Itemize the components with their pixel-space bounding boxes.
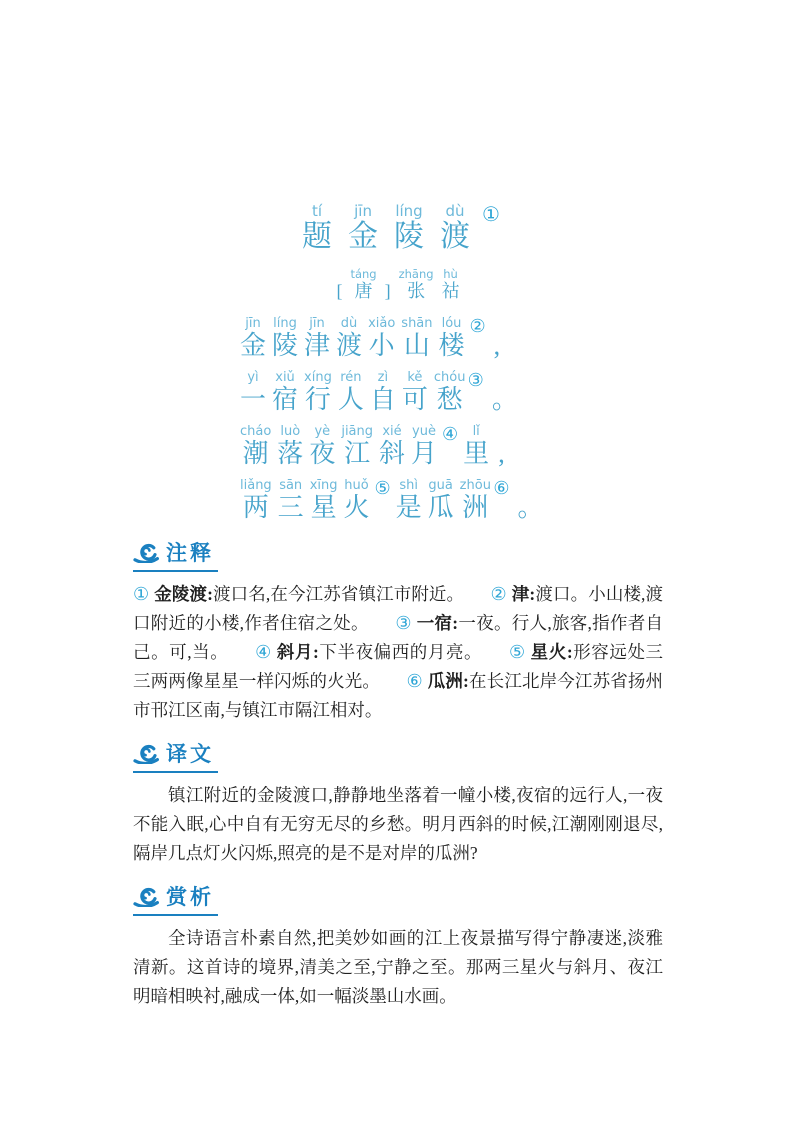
note-term: 斜月: (276, 642, 319, 662)
note-ref-mark: ② (469, 316, 486, 338)
poem-char: [ (336, 281, 343, 301)
note-ref-mark: ⑥ (493, 478, 510, 500)
pinyin-label: yuè (411, 424, 438, 439)
pinyin-label: jīn (304, 316, 331, 331)
notes-heading-label: 注释 (166, 542, 214, 565)
pinyin-label: lǐ (463, 424, 490, 439)
pinyin-label: sān (277, 478, 304, 493)
pinyin-label: liǎng (240, 478, 272, 493)
poem-char: 斜xié (379, 424, 406, 468)
poem-char: 江jiāng (341, 424, 374, 468)
pinyin-label: dù (440, 202, 471, 220)
note-term: 瓜洲: (427, 671, 469, 691)
pinyin-label: líng (394, 202, 425, 220)
pinyin-label: luò (277, 424, 304, 439)
poem-line (237, 479, 663, 524)
note-ref-mark: ③ (467, 370, 484, 392)
poem-char: 宿xiǔ (272, 370, 299, 414)
poem-char: 星xīng (309, 478, 338, 522)
poem-char: 瓜guā (427, 478, 454, 522)
appreciation-heading (133, 881, 663, 916)
poem-char: 里lǐ (463, 424, 490, 468)
pinyin-label: rén (337, 370, 364, 385)
pinyin-label: jiāng (341, 424, 374, 439)
poem-char: 陵líng (394, 202, 425, 253)
pinyin-label: yì (240, 370, 266, 385)
translation-paragraph: 镇江附近的金陵渡口,静静地坐落着一幢小楼,夜宿的远行人,一夜不能入眠,心中自有无穷无尽的乡愁。明月西斜的时候,江潮刚刚退尽,隔岸几点灯火闪烁,照亮的是不是对岸的瓜洲? (133, 785, 663, 863)
poem-line (237, 317, 663, 362)
pinyin-label: chóu (433, 370, 466, 385)
pinyin-label: xíng (304, 370, 332, 385)
note-number: ② (490, 584, 507, 605)
pinyin-label: guā (427, 478, 454, 493)
poem-char: 小xiǎo (368, 316, 396, 360)
notes-heading-box (133, 537, 218, 572)
note-ref-mark: ① (482, 202, 500, 226)
note-ref-mark: ⑤ (374, 478, 391, 500)
poem-char: 渡dù (440, 202, 471, 253)
poem-char: 是shì (395, 478, 422, 522)
pinyin-label: líng (272, 316, 299, 331)
poem-punctuation: 。 (491, 385, 518, 414)
poem-char: 三sān (277, 478, 304, 522)
poem-author (133, 269, 663, 303)
poem-char: 可kě (401, 370, 428, 414)
note-number: ⑥ (406, 671, 423, 692)
note-item (255, 642, 483, 662)
note-number: ⑤ (508, 642, 526, 663)
pinyin-label: xīng (309, 478, 338, 493)
wave-icon (133, 541, 159, 563)
notes-paragraph (133, 580, 663, 725)
poem-char: 山shān (401, 316, 433, 360)
poem-char: 楼lóu (438, 316, 465, 360)
note-term: 星火: (530, 642, 573, 662)
poem-title (133, 204, 663, 255)
poem-char: 自zì (369, 370, 396, 414)
poem-char: 火huǒ (343, 478, 370, 522)
pinyin-label: huǒ (343, 478, 370, 493)
translation-heading-box (133, 738, 218, 773)
translation-heading (133, 738, 663, 773)
note-number: ① (133, 584, 150, 605)
wave-icon (133, 885, 159, 907)
poem-char: 祜hù (441, 267, 460, 301)
pinyin-label: shì (395, 478, 422, 493)
poem-char: 渡dù (336, 316, 363, 360)
note-number: ④ (254, 642, 272, 663)
pinyin-label: xiǔ (272, 370, 299, 385)
note-number: ③ (395, 613, 412, 634)
appreciation-heading-label: 赏析 (166, 886, 214, 909)
poem-char: 津jīn (304, 316, 331, 360)
poem-char: 人rén (337, 370, 364, 414)
pinyin-label: cháo (240, 424, 272, 439)
pinyin-label: lóu (438, 316, 465, 331)
pinyin-label: dù (336, 316, 363, 331)
note-text: 在长江北岸今江苏省扬州市邗江区南,与镇江市隔江相对。 (133, 671, 664, 720)
wave-icon (133, 742, 159, 764)
pinyin-label: zhōu (459, 478, 491, 493)
pinyin-label: tí (302, 202, 333, 220)
poem-char: 行xíng (304, 370, 332, 414)
poem-char: 金jīn (240, 316, 267, 360)
poem-punctuation: 。 (517, 493, 544, 522)
note-term: 金陵渡: (154, 584, 213, 604)
page-content (133, 0, 663, 1011)
poem-char: 题tí (302, 202, 333, 253)
poem-punctuation: , (498, 439, 505, 468)
poem-line (237, 371, 663, 416)
poem-char: 一yì (240, 370, 267, 414)
note-text: 一夜。行人,旅客,指作者自己。可,当。 (133, 613, 664, 662)
poem-char: ] (384, 281, 391, 301)
pinyin-label: hù (441, 267, 460, 281)
note-text: 渡口。小山楼,渡口附近的小楼,作者住宿之处。 (133, 584, 664, 633)
poem-char: 月yuè (411, 424, 438, 468)
poem-punctuation: , (493, 331, 501, 360)
pinyin-label: zhāng (398, 267, 434, 281)
pinyin-label: xié (379, 424, 405, 439)
note-text: 下半夜偏西的月亮。 (318, 642, 483, 662)
poem-line (237, 425, 663, 470)
poem-char: 洲zhōu (459, 478, 491, 522)
note-term: 一宿: (416, 613, 459, 633)
poem-char: 陵líng (272, 316, 299, 360)
poem-char: 夜yè (309, 424, 336, 468)
pinyin-label: shān (401, 316, 433, 331)
translation-heading-label: 译文 (166, 743, 214, 766)
poem-char: 愁chóu (433, 370, 466, 414)
note-text: 形容远处三三两两像星星一样闪烁的火光。 (133, 642, 664, 691)
pinyin-label: jīn (348, 202, 379, 220)
notes-heading (133, 537, 663, 572)
note-text: 渡口名,在今江苏省镇江市附近。 (212, 584, 465, 604)
pinyin-label: zì (369, 370, 396, 385)
poem-lines (237, 317, 663, 524)
note-ref-mark: ④ (442, 424, 459, 446)
note-item (133, 584, 464, 604)
poem-char: 潮cháo (240, 424, 272, 468)
pinyin-label: táng (350, 267, 377, 281)
appreciation-heading-box (133, 881, 218, 916)
pinyin-label: yè (309, 424, 336, 439)
pinyin-label: jīn (240, 316, 266, 331)
pinyin-label: xiǎo (368, 316, 396, 331)
note-term: 津: (511, 584, 536, 604)
poem-char: 落luò (277, 424, 304, 468)
poem-char: 两liǎng (240, 478, 272, 522)
poem-char: 唐táng (350, 267, 377, 301)
poem-char: 张zhāng (398, 267, 434, 301)
appreciation-paragraph: 全诗语言朴素自然,把美妙如画的江上夜景描写得宁静凄迷,淡雅清新。这首诗的境界,清美之至,宁静之至。那两三星火与斜月、夜江明暗相映衬,融成一体,如一幅淡墨山水画。 (133, 928, 663, 1006)
poem-char: 金jīn (348, 202, 379, 253)
pinyin-label: kě (401, 370, 428, 385)
